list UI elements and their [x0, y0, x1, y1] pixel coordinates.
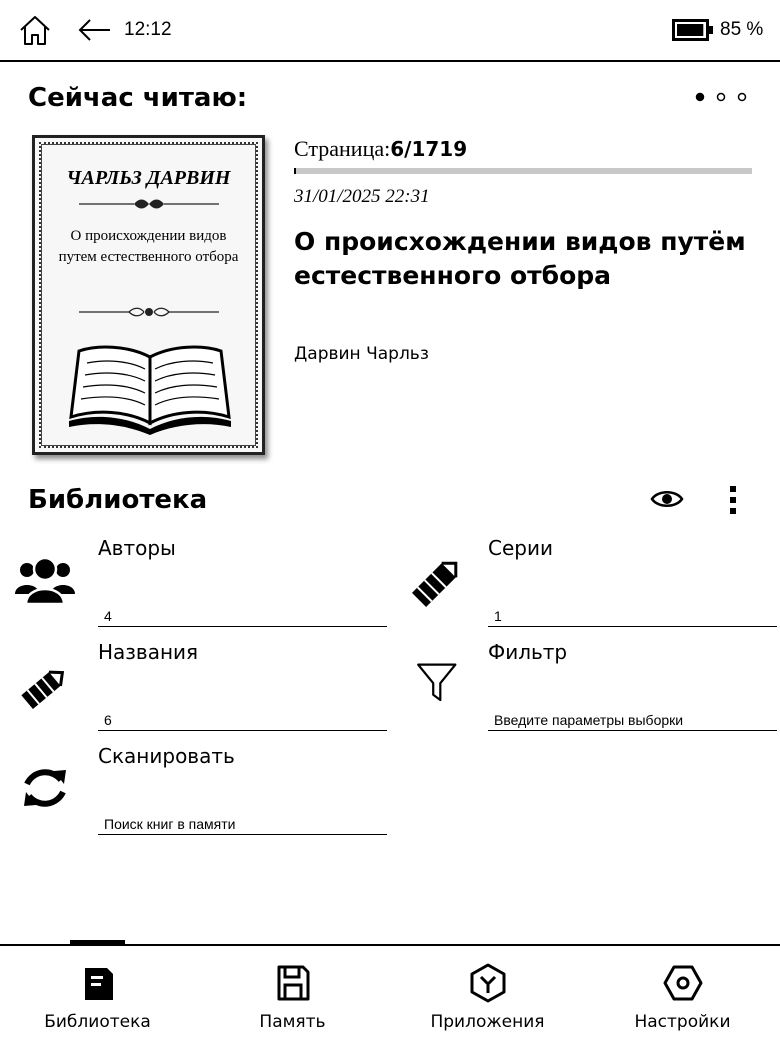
library-tile-authors[interactable]: [0, 532, 390, 636]
settings-icon: [662, 962, 704, 1004]
book-author: Дарвин Чарльз: [294, 344, 429, 364]
tile-value: 6: [98, 709, 387, 731]
nav-label: Память: [259, 1012, 326, 1032]
library-icon: [77, 962, 119, 1004]
nav-library[interactable]: [0, 946, 195, 1054]
cover-title: О происхождении видов путем естественного отбора: [58, 228, 239, 265]
book-title[interactable]: О происхождении видов путём естественного отбора: [294, 227, 746, 290]
eye-icon[interactable]: [650, 488, 684, 510]
active-tab-indicator: [70, 940, 125, 945]
pencil-icon: [404, 552, 466, 610]
battery-icon: [672, 18, 714, 42]
page-dot[interactable]: [739, 94, 746, 101]
reading-progress-bar: [294, 168, 752, 174]
home-icon[interactable]: [18, 13, 52, 47]
book-cover[interactable]: [32, 135, 265, 455]
apps-icon: [467, 962, 509, 1004]
reading-now-heading: Сейчас читаю:: [28, 83, 248, 113]
tile-label: Фильтр: [488, 640, 568, 664]
library-tile-scan[interactable]: [0, 740, 390, 844]
status-bar: [0, 0, 780, 62]
filter-icon: [404, 662, 466, 708]
bottom-navigation: [0, 944, 780, 1054]
library-tile-filter[interactable]: [390, 636, 780, 740]
page-label: Страница:: [294, 136, 391, 161]
storage-icon: [272, 962, 314, 1004]
clock: 12:12: [124, 19, 172, 40]
tile-value: Поиск книг в памяти: [98, 813, 387, 835]
nav-label: Приложения: [430, 1012, 545, 1032]
nav-storage[interactable]: [195, 946, 390, 1054]
page-dot-active[interactable]: [697, 94, 704, 101]
page-dot[interactable]: [718, 94, 725, 101]
library-tile-series[interactable]: [390, 532, 780, 636]
page-indicator[interactable]: [692, 90, 752, 104]
refresh-icon: [14, 760, 76, 816]
page-counter: [294, 136, 467, 162]
battery-percent: 85 %: [720, 19, 764, 40]
nav-settings[interactable]: [585, 946, 780, 1054]
library-tile-titles[interactable]: [0, 636, 390, 740]
library-heading: Библиотека: [28, 485, 208, 515]
open-book-icon: [67, 343, 233, 435]
tile-value: 4: [98, 605, 387, 627]
tile-value: 1: [488, 605, 777, 627]
tile-label: Названия: [98, 640, 199, 664]
tile-label: Серии: [488, 536, 553, 560]
last-read-date: 31/01/2025 22:31: [294, 186, 430, 207]
tile-label: Сканировать: [98, 744, 235, 768]
nav-apps[interactable]: [390, 946, 585, 1054]
people-icon: [14, 554, 76, 606]
back-arrow-icon[interactable]: [76, 16, 112, 44]
ornament-icon: [74, 306, 224, 318]
reading-progress-fill: [294, 168, 296, 174]
tile-value: Введите параметры выборки: [488, 709, 777, 731]
pencil-icon: [14, 660, 76, 712]
page-value: 6/1719: [390, 137, 468, 161]
more-vertical-icon[interactable]: [726, 485, 740, 515]
nav-label: Настройки: [634, 1012, 731, 1032]
ornament-icon: [74, 198, 224, 210]
tile-label: Авторы: [98, 536, 176, 560]
nav-label: Библиотека: [44, 1012, 151, 1032]
cover-author: ЧАРЛЬЗ ДАРВИН: [66, 167, 231, 189]
